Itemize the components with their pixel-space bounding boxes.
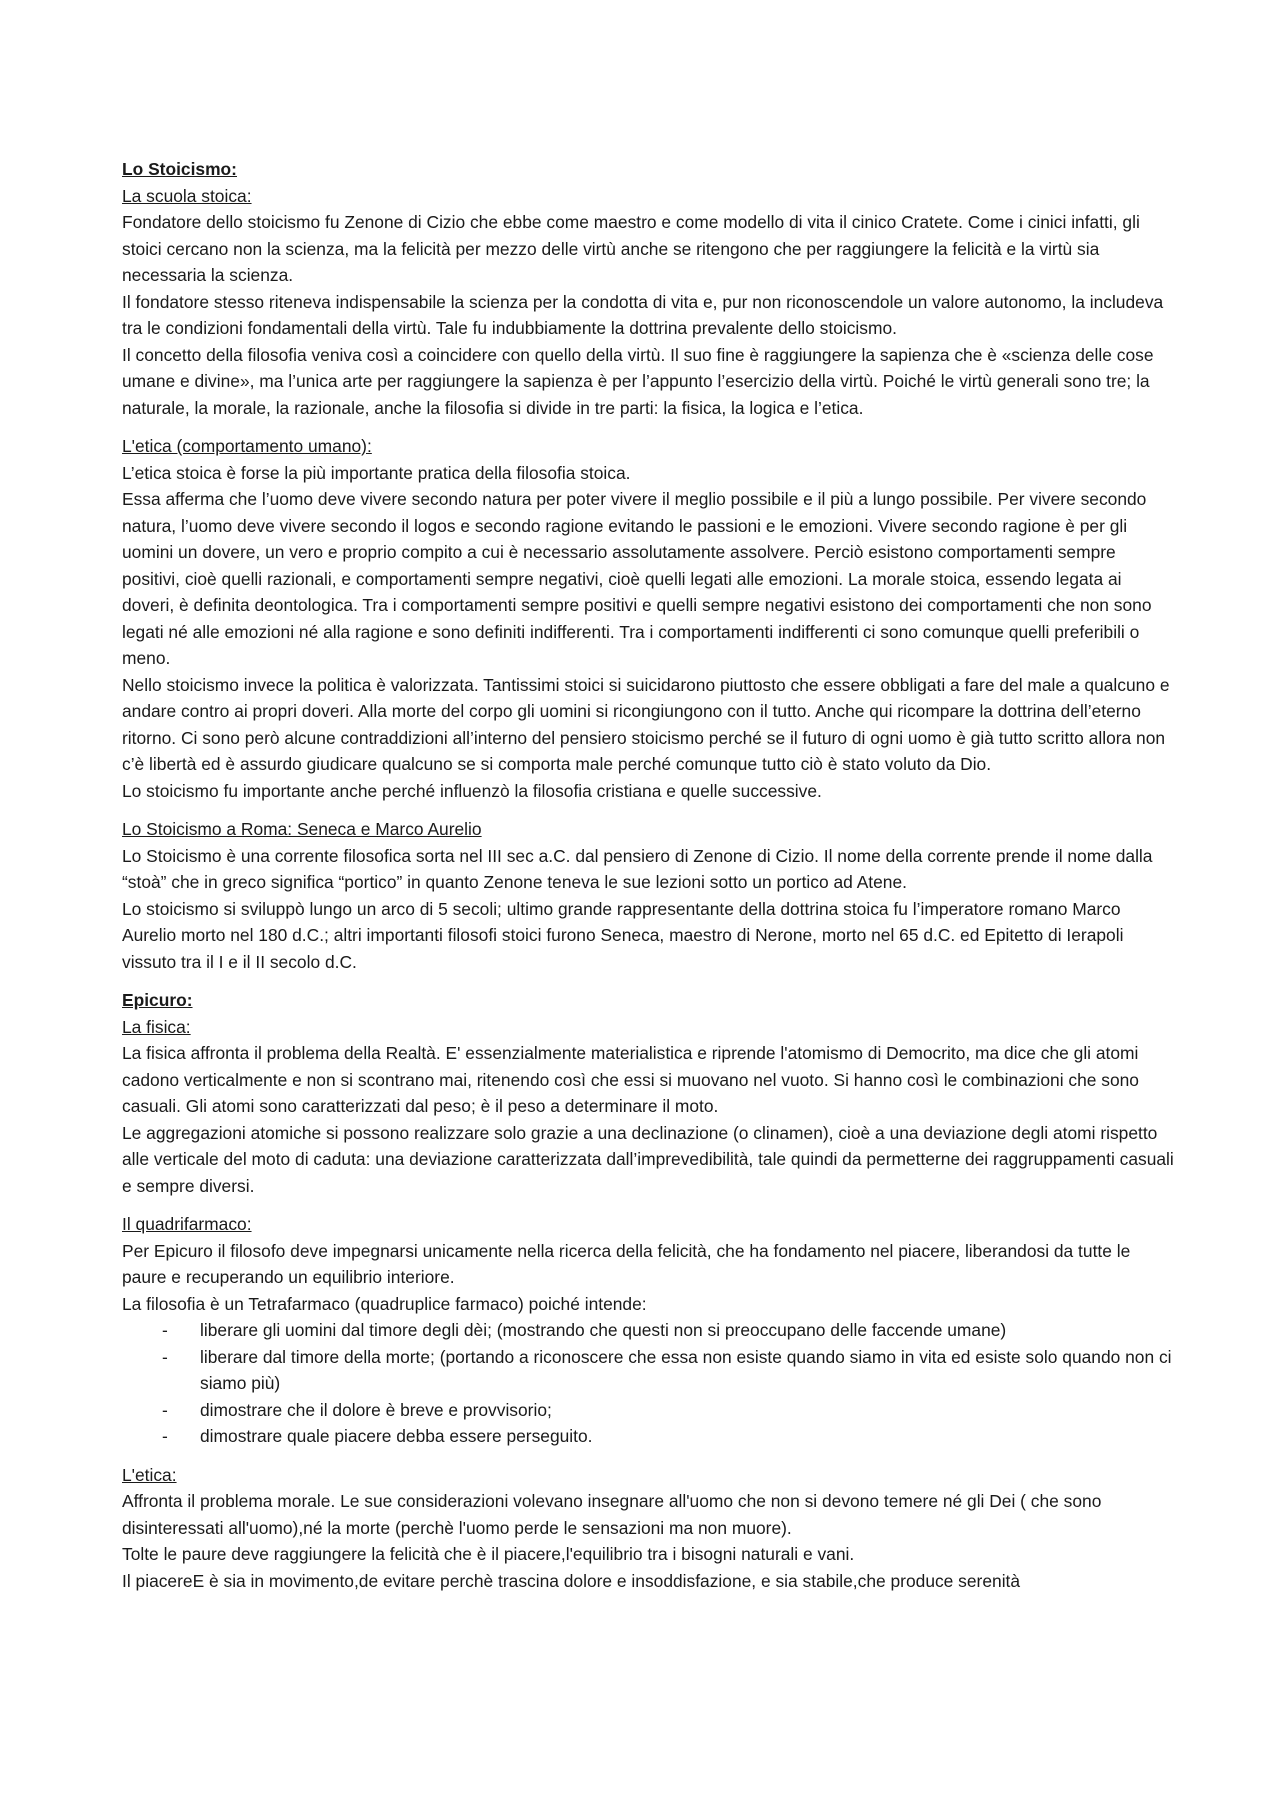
dash-bullet: - bbox=[162, 1399, 168, 1420]
list-item-text: liberare dal timore della morte; (portando a riconoscere che essa non esiste quando siamo in vita ed esiste solo quando non ci siamo più) bbox=[200, 1346, 1172, 1393]
paragraph: Tolte le paure deve raggiungere la felicità che è il piacere,l'equilibrio tra i bisogni naturali e vani. bbox=[122, 1544, 855, 1564]
dash-bullet: - bbox=[162, 1426, 168, 1446]
paragraph: Il concetto della filosofia veniva così a coincidere con quello della virtù. Il suo fine è raggiungere la sapienza che è «scienza delle cose umane e divine», ma l’unica arte per raggiungere la sapienza è per l’appunto l’esercizio della virtù. Poiché le virtù generali sono tre; la naturale, la morale, la razionale, anche la filosofia si divide in tre parti: la fisica, la logica e l’etica. bbox=[122, 344, 1154, 418]
epicuro-title: Epicuro: bbox=[122, 990, 193, 1010]
paragraph: Le aggregazioni atomiche si possono realizzare solo grazie a una declinazione (o clinamen), cioè a una deviazione degli atomi rispetto alle verticale del moto di caduta: una deviazione caratterizzata dall’imprevedibilità, tale quindi da permetterne dei raggruppamenti casuali e sempre diversi. bbox=[122, 1122, 1174, 1196]
fisica-heading: La fisica: bbox=[122, 1016, 191, 1037]
paragraph: Nello stoicismo invece la politica è valorizzata. Tantissimi stoici si suicidarono piuttosto che essere obbligati a fare del male a qualcuno e andare contro ai propri doveri. Alla morte del corpo gli uomini si ricongiungono con il tutto. Anche qui ricompare la dottrina dell’eterno ritorno. Ci sono però alcune contraddizioni all’interno del pensiero stoicismo perché se il futuro di ogni uomo è già tutto scritto allora non c’è libertà ed è assurdo giudicare qualcuno se si comporta male perché comunque tutto ciò è stato voluto da Dio. bbox=[122, 674, 1170, 774]
quadrifarmaco-list bbox=[122, 1317, 1177, 1450]
paragraph: Il piacereE è sia in movimento,de evitare perchè trascina dolore e insoddisfazione, e sia stabile,che produce serenità bbox=[122, 1570, 1021, 1591]
quadrifarmaco-section bbox=[122, 1211, 1177, 1450]
paragraph: Lo stoicismo fu importante anche perché influenzò la filosofia cristiana e quelle successive. bbox=[122, 780, 822, 801]
paragraph: L’etica stoica è forse la più importante pratica della filosofia stoica. bbox=[122, 462, 631, 483]
paragraph: Essa afferma che l’uomo deve vivere secondo natura per poter vivere il meglio possibile e il più a lungo possibile. Per vivere secondo natura, l’uomo deve vivere secondo il logos e secondo ragione evitando le passioni e le emozioni. Vivere secondo ragione è per gli uomini un dovere, un vero e proprio compito a cui è necessario assolutamente assolvere. Perciò esistono comportamenti sempre positivi, cioè quelli razionali, e comportamenti sempre negativi, cioè quelli legati alle emozioni. La morale stoica, essendo legata ai doveri, è definita deontologica. Tra i comportamenti sempre positivi e quelli sempre negativi esistono dei comportamenti che non sono legati né alle emozioni né alla ragione e sono definiti indifferenti. Tra i comportamenti indifferenti ci sono comunque quelli preferibili o meno. bbox=[122, 489, 1152, 668]
stoicismo-roma-heading: Lo Stoicismo a Roma: Seneca e Marco Aurelio bbox=[122, 819, 482, 839]
epicuro-etica-section bbox=[122, 1462, 1177, 1595]
etica-epicuro-heading: L'etica: bbox=[122, 1464, 177, 1485]
list-item-text: dimostrare quale piacere debba essere perseguito. bbox=[200, 1426, 593, 1446]
paragraph: Affronta il problema morale. Le sue considerazioni volevano insegnare all'uomo che non si devono temere né gli Dei ( che sono disinteressati all'uomo),né la morte (perchè l'uomo perde le sensazioni ma non muore). bbox=[122, 1491, 1102, 1538]
stoicismo-etica-section bbox=[122, 433, 1177, 804]
list-item bbox=[122, 1317, 1177, 1344]
dash-bullet: - bbox=[162, 1346, 168, 1367]
paragraph: Il fondatore stesso riteneva indispensabile la scienza per la condotta di vita e, pur non riconoscendole un valore autonomo, la includeva tra le condizioni fondamentali della virtù. Tale fu indubbiamente la dottrina prevalente dello stoicismo. bbox=[122, 291, 1164, 338]
list-item bbox=[122, 1397, 1177, 1424]
paragraph: Per Epicuro il filosofo deve impegnarsi unicamente nella ricerca della felicità, che ha fondamento nel piacere, liberandosi da tutte le paure e recuperando un equilibrio interiore. bbox=[122, 1240, 1131, 1287]
etica-stoica-heading: L'etica (comportamento umano): bbox=[122, 436, 372, 456]
list-item-text: dimostrare che il dolore è breve e provvisorio; bbox=[200, 1399, 552, 1420]
stoicismo-scuola-section bbox=[122, 156, 1177, 421]
paragraph: La fisica affronta il problema della Realtà. E' essenzialmente materialistica e riprende l'atomismo di Democrito, ma dice che gli atomi cadono verticalmente e non si scontrano mai, ritenendo così che essi si muovano nel vuoto. Si hanno così le combinazioni che sono casuali. Gli atomi sono caratterizzati dal peso; è il peso a determinare il moto. bbox=[122, 1043, 1139, 1116]
list-item bbox=[122, 1423, 1177, 1450]
paragraph: Lo Stoicismo è una corrente filosofica sorta nel III sec a.C. dal pensiero di Zenone di Cizio. Il nome della corrente prende il nome dalla “stoà” che in greco significa “portico” in quanto Zenone teneva le sue lezioni sotto un portico ad Atene. bbox=[122, 845, 1153, 892]
dash-bullet: - bbox=[162, 1320, 168, 1340]
scuola-stoica-heading: La scuola stoica: bbox=[122, 185, 252, 206]
paragraph: Lo stoicismo si sviluppò lungo un arco di 5 secoli; ultimo grande rappresentante della dottrina stoica fu l’imperatore romano Marco Aurelio morto nel 180 d.C.; altri importanti filosofi stoici furono Seneca, maestro di Nerone, morto nel 65 d.C. ed Epitetto di Ierapoli vissuto tra il I e il II secolo d.C. bbox=[122, 898, 1124, 972]
epicuro-fisica-section bbox=[122, 987, 1177, 1199]
list-item bbox=[122, 1344, 1177, 1397]
quadrifarmaco-heading: Il quadrifarmaco: bbox=[122, 1214, 252, 1234]
document-page bbox=[122, 156, 1177, 1606]
stoicismo-roma-section bbox=[122, 816, 1177, 975]
paragraph: Fondatore dello stoicismo fu Zenone di Cizio che ebbe come maestro e come modello di vita il cinico Cratete. Come i cinici infatti, gli stoici cercano non la scienza, ma la felicità per mezzo delle virtù anche se ritengono che per raggiungere la felicità e la virtù sia necessaria la scienza. bbox=[122, 212, 1140, 285]
stoicismo-title: Lo Stoicismo: bbox=[122, 159, 237, 179]
list-item-text: liberare gli uomini dal timore degli dèi; (mostrando che questi non si preoccupano delle faccende umane) bbox=[200, 1320, 1007, 1340]
paragraph: La filosofia è un Tetrafarmaco (quadruplice farmaco) poiché intende: bbox=[122, 1293, 647, 1314]
